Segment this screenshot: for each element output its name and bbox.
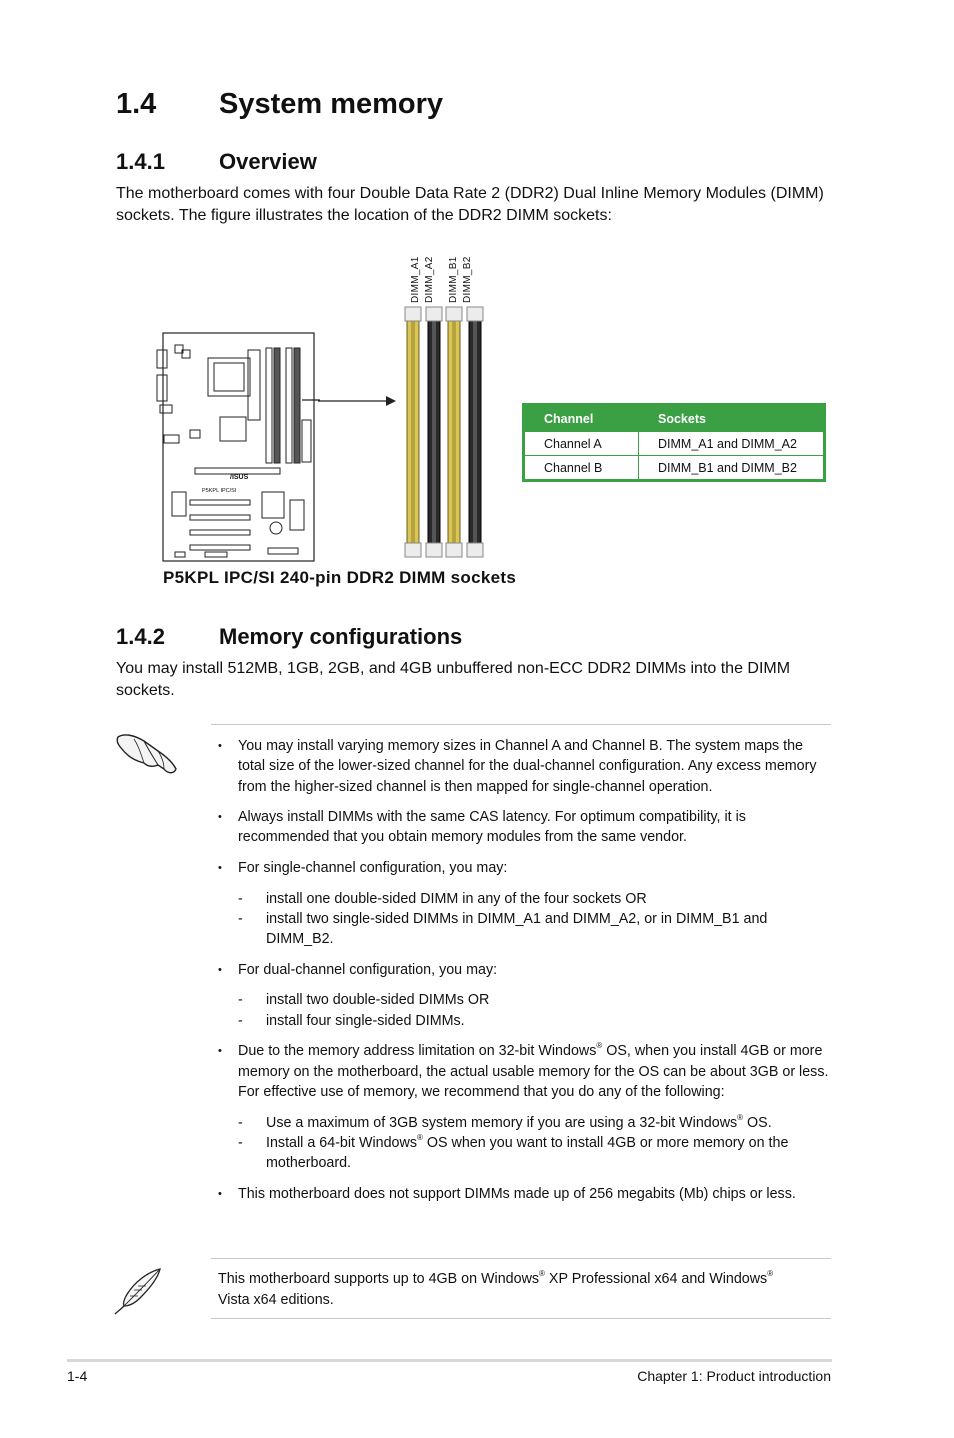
- table-row: [524, 432, 825, 456]
- footnote-part: XP Professional x64 and Windows: [544, 1271, 768, 1287]
- dash-mark: -: [238, 910, 243, 927]
- note-text: For dual-channel configuration, you may:: [238, 961, 498, 978]
- overview-heading: [116, 149, 317, 175]
- overview-text: The motherboard comes with four Double Data Rate 2 (DDR2) Dual Inline Memory Modules (DIMM) sockets. The figure illustrates the location of the DDR2 DIMM sockets:: [116, 185, 824, 224]
- bullet-dot: •: [218, 811, 222, 824]
- registered-mark: ®: [737, 1112, 744, 1122]
- dimm-slot-a1: [405, 307, 421, 557]
- registered-mark: ®: [416, 1132, 423, 1142]
- note-text: Use a maximum of 3GB system memory if you are using a 32-bit Windows: [266, 1114, 738, 1131]
- channel-table: [522, 403, 826, 482]
- registered-mark: ®: [596, 1041, 603, 1051]
- slot-label-b1: DIMM_B1: [448, 256, 459, 303]
- motherboard-diagram: [150, 320, 325, 565]
- sub-list-item: [218, 889, 832, 909]
- hand-pointing-icon: [114, 727, 180, 777]
- divider: [211, 1318, 831, 1319]
- sub-list-item: [218, 1011, 832, 1031]
- section-title: [116, 88, 443, 121]
- sub-list-item: [218, 1133, 832, 1174]
- dash-mark: -: [238, 1012, 243, 1029]
- figure-caption: P5KPL IPC/SI 240-pin DDR2 DIMM sockets: [163, 568, 517, 587]
- note-text: install two single-sided DIMMs in DIMM_A1 and DIMM_A2, or in DIMM_B1 and DIMM_B2.: [266, 910, 768, 948]
- bullet-dot: •: [218, 963, 222, 976]
- divider: [211, 1258, 831, 1259]
- note-text: For single-channel configuration, you may:: [238, 860, 508, 877]
- sub-list-item: [218, 1113, 832, 1133]
- note-text: Install a 64-bit Windows: [266, 1134, 417, 1151]
- note-text: install two double-sided DIMMs OR: [266, 992, 490, 1009]
- registered-mark: ®: [539, 1269, 545, 1278]
- list-item: [218, 1041, 832, 1173]
- slot-label-b2: DIMM_B2: [462, 256, 473, 303]
- note-text: install one double-sided DIMM in any of the four sockets OR: [266, 890, 647, 907]
- table-header-row: [524, 405, 825, 432]
- dash-mark: -: [238, 1134, 243, 1151]
- feather-pen-icon: [112, 1266, 164, 1316]
- overview-number: 1.4.1: [116, 149, 165, 174]
- note-text: install four single-sided DIMMs.: [266, 1012, 465, 1029]
- notes-list: [218, 736, 832, 1214]
- dash-mark: -: [238, 890, 243, 907]
- board-model: P5KPL IPC/SI: [202, 488, 237, 494]
- note-text: This motherboard does not support DIMMs made up of 256 megabits (Mb) chips or less.: [238, 1185, 796, 1202]
- bullet-dot: •: [218, 862, 222, 875]
- footnote-part: Vista x64 editions.: [218, 1292, 334, 1308]
- memcfg-text: You may install 512MB, 1GB, 2GB, and 4GB unbuffered non-ECC DDR2 DIMMs into the DIMM sockets.: [116, 660, 791, 699]
- list-item: [218, 807, 832, 848]
- memcfg-number: 1.4.2: [116, 624, 165, 649]
- sub-list-item: [218, 909, 832, 950]
- table-row: [524, 456, 825, 481]
- section-title-text: System memory: [219, 88, 444, 120]
- note-text: You may install varying memory sizes in Channel A and Channel B. The system maps the total size of the lower-sized channel for the dual-channel configuration. Any excess memory from the higher-sized channel is then mapped for single-channel operation.: [238, 738, 817, 795]
- slot-label-a1: DIMM_A1: [410, 256, 421, 303]
- note-text: Due to the memory address limitation on 32-bit Windows: [238, 1043, 597, 1060]
- table-cell: DIMM_A1 and DIMM_A2: [639, 432, 825, 456]
- sub-list-item: [218, 990, 832, 1010]
- table-cell: Channel B: [524, 456, 639, 481]
- note-text: Always install DIMMs with the same CAS latency. For optimum compatibility, it is recommended that you obtain memory modules from the same vendor.: [238, 809, 746, 846]
- table-cell: Channel A: [524, 432, 639, 456]
- bullet-dot: •: [218, 1045, 222, 1058]
- note-text: OS.: [743, 1114, 772, 1131]
- table-cell: DIMM_B1 and DIMM_B2: [639, 456, 825, 481]
- footnote-text: [218, 1269, 818, 1311]
- dash-mark: -: [238, 1114, 243, 1131]
- divider: [211, 724, 831, 725]
- list-item: [218, 960, 832, 1031]
- footnote-part: This motherboard supports up to 4GB on Windows: [218, 1271, 540, 1287]
- footer-rule: [67, 1359, 832, 1362]
- list-item: [218, 736, 832, 797]
- list-item: [218, 1184, 832, 1204]
- board-brand: /ISUS: [230, 474, 249, 481]
- dimm-slot-b2: [467, 307, 483, 557]
- dimm-slots-closeup: [404, 305, 494, 563]
- chapter-title: Chapter 1: Product introduction: [637, 1368, 831, 1384]
- page-number: 1-4: [67, 1368, 88, 1384]
- section-number: 1.4: [116, 88, 157, 120]
- overview-title: Overview: [219, 149, 317, 174]
- table-header: Sockets: [639, 405, 825, 432]
- registered-mark: ®: [767, 1269, 774, 1278]
- table-header: Channel: [524, 405, 639, 432]
- list-item: [218, 858, 832, 949]
- dimm-slot-b1: [446, 307, 462, 557]
- note-text: OS, when you install 4GB or more memory on the motherboard, the actual usable memory for the OS can be about 3GB or less. For effective use of memory, we recommend that you do any of the following:: [238, 1043, 829, 1100]
- dash-mark: -: [238, 992, 243, 1009]
- slot-label-a2: DIMM_A2: [424, 256, 435, 303]
- bullet-dot: •: [218, 740, 222, 752]
- dimm-slot-a2: [426, 307, 442, 557]
- bullet-dot: •: [218, 1187, 222, 1200]
- memcfg-heading: [116, 624, 462, 650]
- pointer-arrow: [318, 393, 398, 409]
- note-text: OS when you want to install 4GB or more memory on the motherboard.: [266, 1134, 789, 1172]
- memcfg-title: Memory configurations: [219, 624, 463, 649]
